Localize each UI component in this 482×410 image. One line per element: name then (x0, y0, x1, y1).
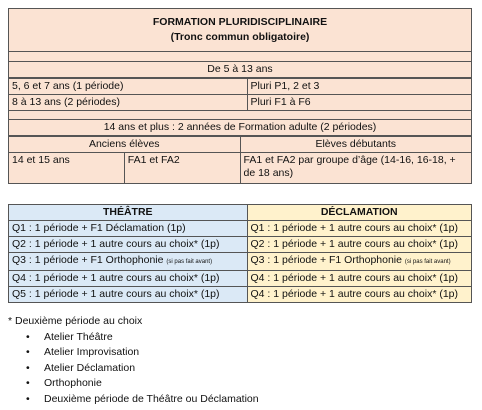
declamation-row-3-text: Q3 : 1 période + F1 Orthophonie (250, 254, 402, 266)
list-item: • Orthophonie (44, 376, 259, 392)
declamation-row-2 (247, 237, 472, 253)
declamation-row-1 (247, 221, 472, 237)
formation-subtitle: (Tronc commun obligatoire) (170, 31, 310, 43)
range-header: De 5 à 13 ans (9, 62, 472, 78)
choice-block (8, 204, 472, 303)
theatre-row-2-text: Q2 : 1 période + 1 autre cours au choix* (1p) (12, 238, 220, 250)
declamation-header: DÉCLAMATION (247, 205, 472, 221)
theatre-row-5 (9, 287, 248, 303)
spacer (9, 52, 472, 62)
declamation-row-4 (247, 271, 472, 287)
adult-detail-table (8, 136, 472, 184)
list-item: • Atelier Déclamation (44, 361, 259, 377)
theatre-row-2 (9, 237, 248, 253)
age-row-1-left: 5, 6 et 7 ans (1 période) (9, 79, 248, 95)
theatre-row-3-text: Q3 : 1 période + F1 Orthophonie (12, 254, 164, 266)
beginners-header: Elèves débutants (240, 137, 472, 153)
list-item: • Atelier Improvisation (44, 345, 259, 361)
fa-group-cell: FA1 et FA2 par groupe d’âge (14-16, 16-18, + de 18 ans) (240, 153, 472, 184)
formation-title-table (8, 8, 472, 78)
adult-header: 14 ans et plus : 2 années de Formation adulte (2 périodes) (9, 120, 472, 136)
footnote-title: * Deuxième période au choix (8, 315, 143, 327)
spacer (9, 111, 472, 120)
footnote (8, 314, 259, 407)
fa-cell: FA1 et FA2 (124, 153, 240, 184)
declamation-row-1-text: Q1 : 1 période + 1 autre cours au choix* (1p) (250, 222, 458, 234)
formation-title: FORMATION PLURIDISCIPLINAIRE (152, 16, 328, 28)
former-students-header: Anciens élèves (9, 137, 241, 153)
age-table (8, 78, 472, 111)
theatre-row-4 (9, 271, 248, 287)
declamation-row-5-text: Q4 : 1 période + 1 autre cours au choix* (1p) (250, 288, 458, 300)
formation-title-cell (9, 9, 472, 52)
list-item: • Deuxième période de Théâtre ou Déclamation (44, 392, 259, 408)
theatre-header: THÉÂTRE (9, 205, 248, 221)
adult-table (8, 111, 472, 136)
declamation-row-4-text: Q4 : 1 période + 1 autre cours au choix* (1p) (250, 272, 458, 284)
declamation-row-2-text: Q2 : 1 période + 1 autre cours au choix* (1p) (250, 238, 458, 250)
footnote-list (8, 330, 259, 408)
formation-block (8, 8, 472, 184)
age-row-1-right: Pluri P1, 2 et 3 (247, 79, 472, 95)
choice-table (8, 204, 472, 303)
age-cell: 14 et 15 ans (9, 153, 125, 184)
age-row-2-right: Pluri F1 à F6 (247, 95, 472, 111)
age-row-2-left: 8 à 13 ans (2 périodes) (9, 95, 248, 111)
theatre-row-3 (9, 253, 248, 271)
theatre-row-5-text: Q5 : 1 période + 1 autre cours au choix* (1p) (12, 288, 220, 300)
theatre-row-1 (9, 221, 248, 237)
declamation-row-3 (247, 253, 472, 271)
declamation-row-5 (247, 287, 472, 303)
theatre-row-1-text: Q1 : 1 période + F1 Déclamation (1p) (12, 222, 186, 234)
theatre-row-3-note: (si pas fait avant) (166, 259, 213, 265)
theatre-row-4-text: Q4 : 1 période + 1 autre cours au choix* (1p) (12, 272, 220, 284)
declamation-row-3-note: (si pas fait avant) (404, 259, 451, 265)
list-item: • Atelier Théâtre (44, 330, 259, 346)
